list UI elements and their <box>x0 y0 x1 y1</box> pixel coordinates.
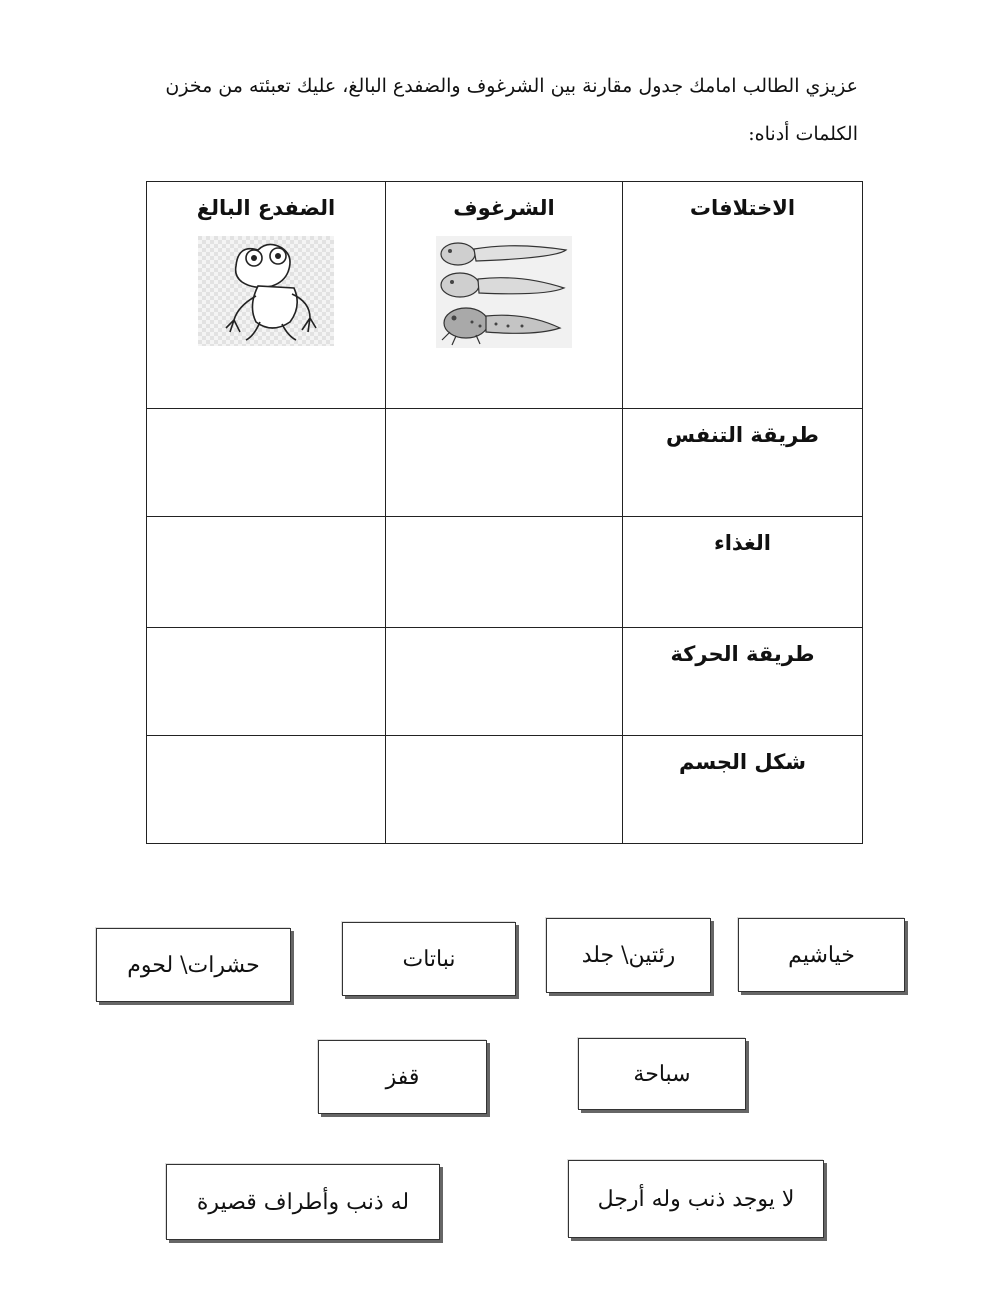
word-card-lungs-skin[interactable]: رئتين\ جلد <box>546 918 711 993</box>
word-card-insects-meat[interactable]: حشرات\ لحوم <box>96 928 291 1002</box>
answer-cell-tadpole-body-shape[interactable] <box>386 736 623 844</box>
row-label-cell <box>623 517 863 628</box>
table-header-row <box>147 182 863 409</box>
answer-cell-frog-breathing[interactable] <box>147 409 386 517</box>
row-label-cell <box>623 736 863 844</box>
row-label-cell <box>623 409 863 517</box>
table-row <box>147 409 863 517</box>
row-label-food: الغذاء <box>713 531 771 555</box>
tadpole-illustration <box>436 236 572 348</box>
table-row <box>147 517 863 628</box>
header-cell-tadpole <box>386 182 623 409</box>
word-card-jumping[interactable]: قفز <box>318 1040 487 1114</box>
answer-cell-tadpole-food[interactable] <box>386 517 623 628</box>
answer-cell-frog-body-shape[interactable] <box>147 736 386 844</box>
header-tadpole: الشرغوف <box>453 196 555 220</box>
table-row <box>147 736 863 844</box>
frog-illustration <box>198 236 334 346</box>
answer-cell-frog-food[interactable] <box>147 517 386 628</box>
row-label-movement: طريقة الحركة <box>670 642 815 666</box>
word-card-tail-short-limbs[interactable]: له ذنب وأطراف قصيرة <box>166 1164 440 1240</box>
word-card-plants[interactable]: نباتات <box>342 922 516 996</box>
header-adult-frog: الضفدع البالغ <box>196 196 336 220</box>
header-differences: الاختلافات <box>689 196 796 220</box>
instructions-line-1: عزيزي الطالب امامك جدول مقارنة بين الشرغوف والضفدع البالغ، عليك تعبئته من مخزن <box>165 75 858 97</box>
row-label-breathing: طريقة التنفس <box>666 423 819 447</box>
answer-cell-tadpole-movement[interactable] <box>386 628 623 736</box>
comparison-table <box>146 181 863 844</box>
answer-cell-frog-movement[interactable] <box>147 628 386 736</box>
table-row <box>147 628 863 736</box>
row-label-cell <box>623 628 863 736</box>
row-label-body-shape: شكل الجسم <box>679 750 806 774</box>
header-cell-differences <box>623 182 863 409</box>
word-card-gills[interactable]: خياشيم <box>738 918 905 992</box>
instructions <box>140 62 858 158</box>
answer-cell-tadpole-breathing[interactable] <box>386 409 623 517</box>
word-card-no-tail-has-legs[interactable]: لا يوجد ذنب وله أرجل <box>568 1160 824 1238</box>
instructions-line-2: الكلمات أدناه: <box>748 123 858 145</box>
word-card-swimming[interactable]: سباحة <box>578 1038 746 1110</box>
header-cell-adult-frog <box>147 182 386 409</box>
